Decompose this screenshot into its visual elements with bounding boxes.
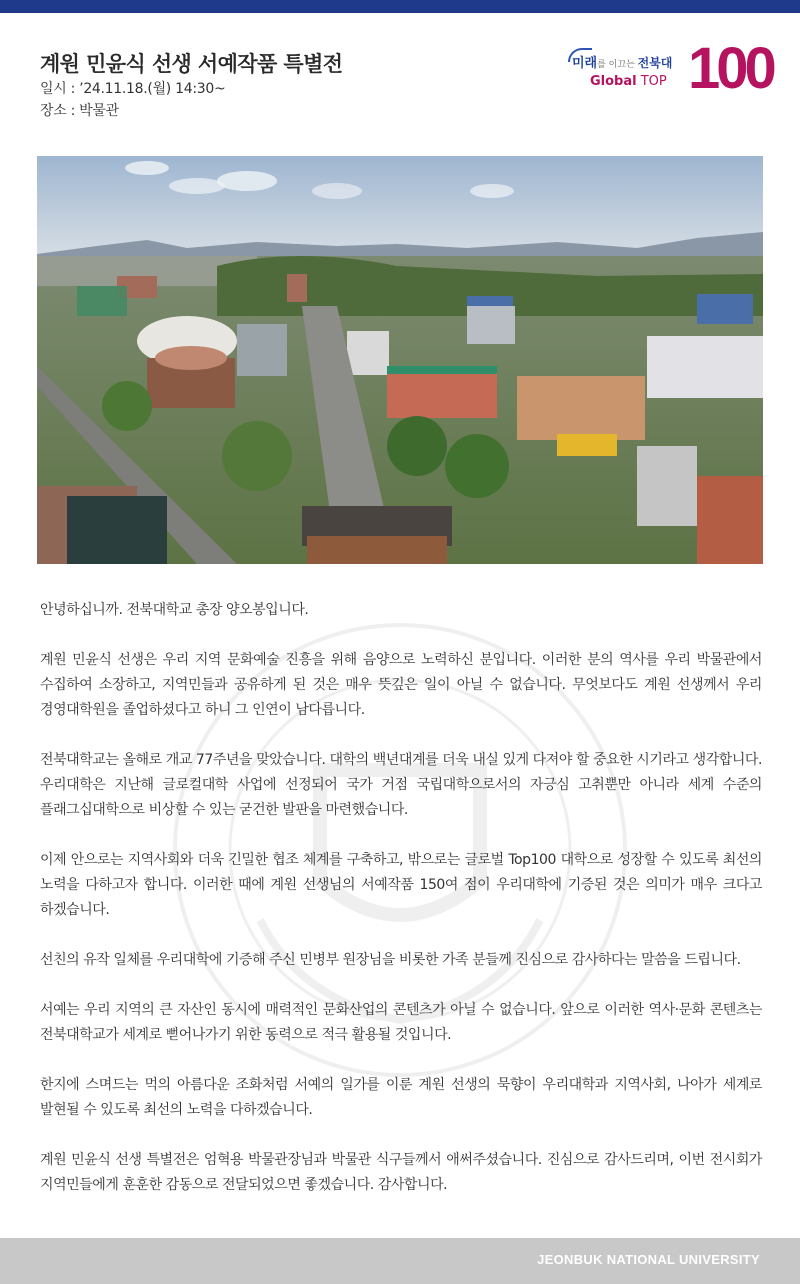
logo-top: TOP (636, 74, 667, 89)
paragraph-5: 서예는 우리 지역의 큰 자산인 동시에 매력적인 문화산업의 콘텐츠가 아닐 수 없습니다. 앞으로 이러한 역사·문화 콘텐츠는 전북대학교가 세계로 뻗어나가기 위한 동력으로 적극 활용될 것입니다. (40, 1002, 762, 1043)
logo-slogan-mirae: 미래 (572, 56, 598, 71)
logo-slogan-jbnu: 전북대 (637, 56, 673, 70)
campus-aerial-photo (37, 156, 763, 564)
paragraph-4: 선친의 유작 일체를 우리대학에 기증해 주신 민병부 원장님을 비롯한 가족 분들께 진심으로 감사하다는 말씀을 드립니다. (40, 952, 741, 968)
paragraph-3: 이제 안으로는 지역사회와 더욱 긴밀한 협조 체계를 구축하고, 밖으로는 글로벌 Top100 대학으로 성장할 수 있도록 최선의 노력을 다하고자 합니다. 이러한 때에 계원 선생님의 서예작품 150여 점이 우리대학에 기증된 것은 의미가 매우 크다고 하겠습니다. (40, 852, 762, 918)
logo-slogan (572, 52, 672, 71)
paragraph-1: 계원 민윤식 선생은 우리 지역 문화예술 진흥을 위해 음양으로 노력하신 분입니다. 이러한 분의 역사를 우리 박물관에서 수집하여 소장하고, 지역민들과 공유하게 된 것은 매우 뜻깊은 일이 아닐 수 없습니다. 무엇보다도 계원 선생께서 우리 경영대학원을 졸업하셨다고 하니 그 인연이 남다릅니다. (40, 652, 762, 718)
page-header (40, 50, 540, 122)
top-accent-bar (0, 0, 800, 13)
event-date: 일시 : ’24.11.18.(월) 14:30~ (40, 81, 226, 97)
logo-global: Global (590, 74, 637, 89)
president-message (40, 598, 762, 1223)
paragraph-greeting: 안녕하십니까. 전북대학교 총장 양오봉입니다. (40, 602, 309, 618)
event-place: 장소 : 박물관 (40, 103, 119, 119)
logo-number: 100 (688, 36, 773, 101)
page-footer (0, 1238, 800, 1284)
paragraph-6: 한지에 스며드는 먹의 아름다운 조화처럼 서예의 일가를 이룬 계원 선생의 묵향이 우리대학과 지역사회, 나아가 세계로 발현될 수 있도록 최선의 노력을 다하겠습니다. (40, 1077, 762, 1118)
logo-slogan-middle: 를 이끄는 (597, 60, 638, 70)
logo-global-top (590, 74, 667, 89)
paragraph-2: 전북대학교는 올해로 개교 77주년을 맞았습니다. 대학의 백년대계를 더욱 내실 있게 다져야 할 중요한 시기라고 생각합니다. 우리대학은 지난해 글로컬대학 사업에 선정되어 국가 거점 국립대학으로서의 자긍심 고취뿐만 아니라 세계 수준의 플래그십대학으로 비상할 수 있는 굳건한 발판을 마련했습니다. (40, 752, 762, 818)
paragraph-closing: 계원 민윤식 선생 특별전은 엄혁용 박물관장님과 박물관 식구들께서 애써주셨습니다. 진심으로 감사드리며, 이번 전시회가 지역민들에게 훈훈한 감동으로 전달되었으면 좋겠습니다. 감사합니다. (40, 1152, 762, 1193)
footer-university-name: JEONBUK NATIONAL UNIVERSITY (537, 1252, 760, 1267)
global-top100-logo (560, 36, 773, 102)
page-title: 계원 민윤식 선생 서예작품 특별전 (40, 52, 343, 76)
